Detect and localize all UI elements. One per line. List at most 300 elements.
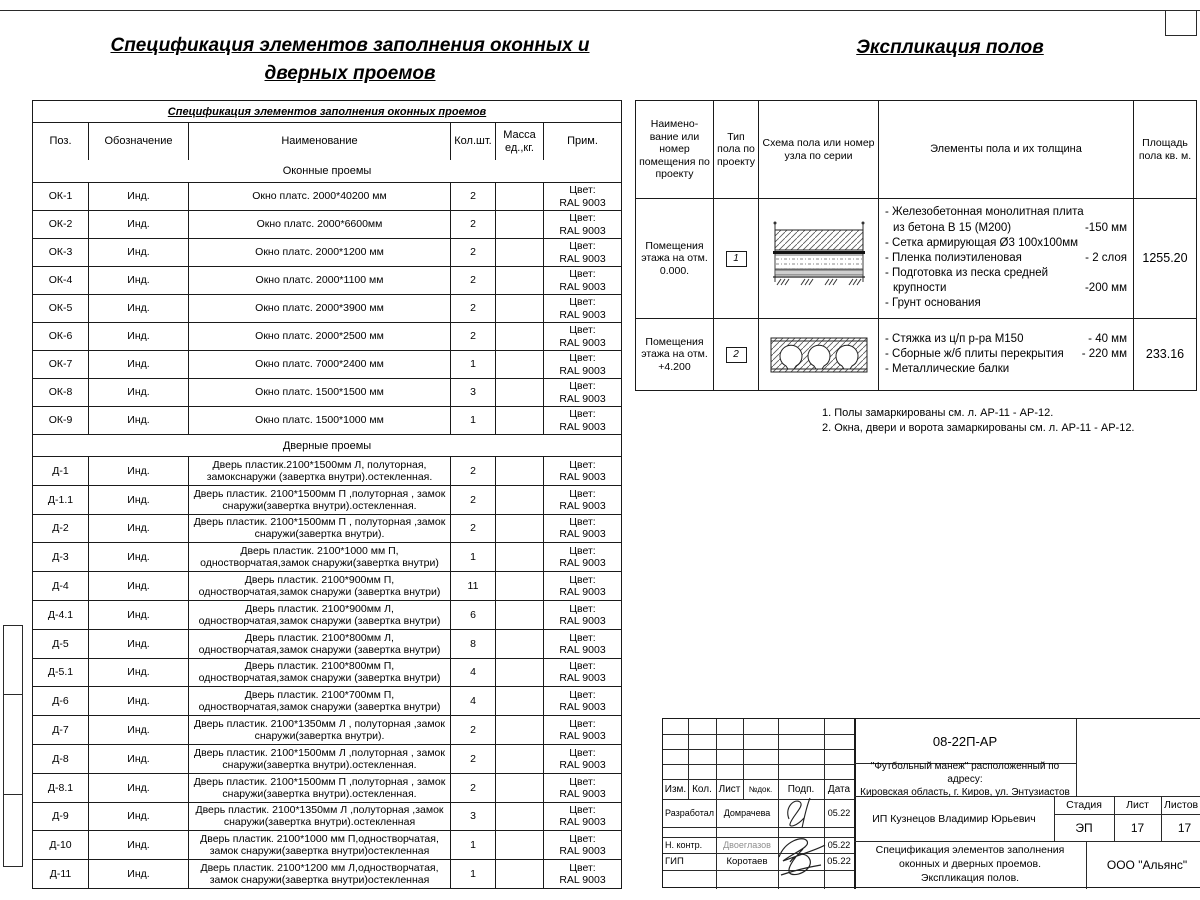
pos-cell: Д-5.1 — [47, 666, 74, 679]
note-line: Цвет: — [569, 545, 596, 558]
element-line — [885, 281, 1127, 296]
name-cell: Окно платс. 7000*2400 мм — [188, 351, 450, 378]
pos-cell: ОК-9 — [48, 414, 73, 427]
mark-cell: Инд. — [88, 572, 188, 600]
col-header-mass: Масса ед.,кг. — [495, 123, 543, 160]
spec-row — [33, 210, 621, 238]
col-data: Дата — [827, 783, 851, 795]
note-line: Цвет: — [569, 240, 596, 253]
qty-cell: 1 — [450, 351, 495, 378]
qty-cell: 1 — [450, 407, 495, 434]
spec-rows — [33, 160, 621, 888]
name-cell: Окно платс. 2000*1200 мм — [188, 239, 450, 266]
pos-cell: Д-8 — [52, 752, 69, 765]
mark-cell: Инд. — [88, 351, 188, 378]
pos-cell: ОК-8 — [48, 386, 73, 399]
note-line: RAL 9003 — [559, 392, 606, 405]
note-cell — [543, 379, 621, 406]
pos-cell: ОК-7 — [48, 358, 73, 371]
pos-cell: ОК-3 — [48, 246, 73, 259]
spec-table-header — [33, 122, 621, 160]
mark-cell: Инд. — [88, 295, 188, 322]
floor-type-badge: 2 — [726, 347, 747, 363]
spec-page-title — [85, 32, 615, 87]
note-line: RAL 9003 — [559, 528, 606, 541]
note-cell — [543, 515, 621, 543]
note-line: RAL 9003 — [559, 308, 606, 321]
name-gip: Коротаев — [726, 856, 768, 867]
note-cell — [543, 183, 621, 210]
mark-cell: Инд. — [88, 831, 188, 859]
mass-cell — [495, 860, 543, 888]
filing-strip — [3, 625, 23, 867]
note-line: Цвет: — [569, 775, 596, 788]
name-cell: Дверь пластик. 2100*1000 мм П, одностворчатая,замок снаружи(завертка внутри) — [188, 543, 450, 571]
name-cell: Окно платс. 2000*2500 мм — [188, 323, 450, 350]
mass-cell — [495, 515, 543, 543]
note-cell — [543, 407, 621, 434]
name-cell: Дверь пластик. 2100*1500мм П ,полуторная , замок снаружи(завертка внутри).остекленная. — [188, 774, 450, 802]
spec-row — [33, 182, 621, 210]
col-header-room: Наимено- вание или номер помещения по проекту — [639, 118, 710, 181]
element-line — [885, 296, 1127, 311]
col-kol: Кол. — [692, 783, 712, 795]
note-cell — [543, 659, 621, 687]
title-block — [662, 718, 1200, 888]
element-thickness: - 2 слоя — [1085, 251, 1127, 264]
qty-cell: 2 — [450, 183, 495, 210]
section-header-row: Дверные проемы — [33, 434, 621, 456]
name-cell: Дверь пластик. 2100*1350мм Л ,полуторная ,замок снаружи(завертка внутри).остекленная — [188, 803, 450, 831]
spec-row — [33, 238, 621, 266]
mass-cell — [495, 601, 543, 629]
note-cell — [543, 486, 621, 514]
note-cell — [543, 716, 621, 744]
note-line: Цвет: — [569, 352, 596, 365]
date-razrabotal: 05.22 — [827, 808, 851, 818]
sheets-label: Листов — [1164, 799, 1199, 811]
qty-cell: 1 — [450, 543, 495, 571]
element-thickness: -200 мм — [1084, 282, 1127, 295]
pos-cell: Д-1 — [52, 464, 69, 477]
mark-cell: Инд. — [88, 211, 188, 238]
mass-cell — [495, 659, 543, 687]
note-cell — [543, 774, 621, 802]
role-gip: ГИП — [665, 856, 684, 867]
spec-row — [33, 294, 621, 322]
pos-cell: Д-4.1 — [47, 608, 74, 621]
hollow-core-slab-diagram — [767, 330, 871, 380]
pos-cell: Д-1.1 — [47, 493, 74, 506]
qty-cell: 2 — [450, 486, 495, 514]
pos-cell: Д-4 — [52, 580, 69, 593]
mark-cell: Инд. — [88, 543, 188, 571]
note-cell — [543, 351, 621, 378]
name-cell: Дверь пластик. 2100*1500мм П , полуторная ,замок снаружи(завертка внутри). — [188, 515, 450, 543]
note-line: Цвет: — [569, 689, 596, 702]
qty-cell: 2 — [450, 515, 495, 543]
spec-row — [33, 600, 621, 629]
name-cell: Дверь пластик. 2100*800мм Л, одностворчатая,замок снаружи (завертка внутри) — [188, 630, 450, 658]
date-gip: 05.22 — [827, 856, 851, 867]
element-line — [885, 266, 1127, 281]
note-cell — [543, 803, 621, 831]
note-cell — [543, 572, 621, 600]
qty-cell: 6 — [450, 601, 495, 629]
pos-cell: Д-3 — [52, 551, 69, 564]
name-cell: Дверь пластик. 2100*1500мм П ,полуторная , замок снаружи(завертка внутри).остекленная. — [188, 486, 450, 514]
mark-cell: Инд. — [88, 457, 188, 485]
element-text: - Сборные ж/б плиты перекрытия — [885, 347, 1064, 360]
pos-cell: Д-8.1 — [47, 781, 74, 794]
qty-cell: 2 — [450, 323, 495, 350]
note-cell — [543, 267, 621, 294]
name-cell: Окно платс. 2000*40200 мм — [188, 183, 450, 210]
name-razrabotal: Домрачева — [723, 808, 771, 818]
spec-row — [33, 456, 621, 485]
pos-cell: Д-9 — [52, 810, 69, 823]
mark-cell: Инд. — [88, 515, 188, 543]
pos-cell: Д-5 — [52, 637, 69, 650]
note-line: Цвет: — [569, 660, 596, 673]
room-cell: Помещения этажа на отм. +4.200 — [641, 335, 708, 373]
spec-row — [33, 378, 621, 406]
spec-row — [33, 859, 621, 888]
note-line: Цвет: — [569, 380, 596, 393]
floor-row-1 — [636, 198, 1196, 318]
col-header-area: Площадь пола кв. м. — [1133, 101, 1196, 198]
mass-cell — [495, 630, 543, 658]
col-header-qty: Кол.шт. — [450, 123, 495, 160]
mass-cell — [495, 831, 543, 859]
date-nkontr: 05.22 — [827, 840, 851, 850]
note-line: RAL 9003 — [559, 672, 606, 685]
qty-cell: 1 — [450, 860, 495, 888]
note-line: Цвет: — [569, 324, 596, 337]
elements-cell — [878, 319, 1133, 390]
name-cell: Дверь пластик. 2100*900мм П, одностворчатая,замок снаружи (завертка внутри) — [188, 572, 450, 600]
floors-page-title — [845, 34, 1055, 62]
mass-cell — [495, 351, 543, 378]
col-podp: Подп. — [787, 783, 815, 795]
grid-line — [663, 734, 854, 735]
mass-cell — [495, 407, 543, 434]
mark-cell: Инд. — [88, 239, 188, 266]
spec-row — [33, 715, 621, 744]
qty-cell: 4 — [450, 687, 495, 715]
note-cell — [543, 543, 621, 571]
mass-cell — [495, 716, 543, 744]
spec-title-line1: Спецификация элементов заполнения оконных и — [110, 35, 590, 56]
element-text: - Стяжка из ц/п р-ра М150 — [885, 332, 1024, 345]
signature-razrabotal — [779, 795, 825, 831]
element-line — [885, 236, 1127, 251]
note-line: RAL 9003 — [559, 224, 606, 237]
floor-type-badge: 1 — [726, 251, 747, 267]
element-text: - Грунт основания — [885, 297, 981, 310]
name-cell: Дверь пластик. 2100*900мм Л, одностворчатая,замок снаружи (завертка внутри) — [188, 601, 450, 629]
element-line — [885, 205, 1127, 220]
mass-cell — [495, 745, 543, 773]
schema-cell — [758, 319, 878, 390]
spec-row — [33, 514, 621, 543]
note-line: RAL 9003 — [559, 586, 606, 599]
spec-row — [33, 485, 621, 514]
slab-on-ground-diagram — [767, 220, 871, 298]
note-cell — [543, 457, 621, 485]
element-line — [885, 332, 1127, 347]
pos-cell: ОК-6 — [48, 330, 73, 343]
qty-cell: 2 — [450, 211, 495, 238]
mass-cell — [495, 211, 543, 238]
note-line: RAL 9003 — [559, 787, 606, 800]
note-line: Цвет: — [569, 212, 596, 225]
name-cell: Дверь пластик.2100*1500мм Л, полуторная, замокснаружи (завертка внутри).остекленная. — [188, 457, 450, 485]
name-cell: Дверь пластик. 2100*700мм П, одностворчатая,замок снаружи (завертка внутри) — [188, 687, 450, 715]
pos-cell: Д-2 — [52, 522, 69, 535]
qty-cell: 2 — [450, 295, 495, 322]
mark-cell: Инд. — [88, 774, 188, 802]
mark-cell: Инд. — [88, 486, 188, 514]
mark-cell: Инд. — [88, 323, 188, 350]
element-text: - Сетка армирующая Ø3 100х100мм — [885, 236, 1079, 249]
mass-cell — [495, 183, 543, 210]
spec-title-line2: дверных проемов — [264, 62, 436, 84]
pos-cell: Д-10 — [49, 839, 72, 852]
name-cell: Дверь пластик. 2100*1000 мм П,одностворчатая, замок снаружи(завертка внутри)остекленная — [188, 831, 450, 859]
company-name: ООО "Альянс" — [1106, 858, 1188, 872]
spec-row — [33, 802, 621, 831]
spec-table — [32, 100, 622, 889]
pos-cell: ОК-1 — [48, 190, 73, 203]
sheet-label: Лист — [1126, 799, 1149, 811]
mass-cell — [495, 457, 543, 485]
project-line2: Кировская область, г. Киров, ул. Энтузиастов — [860, 787, 1070, 798]
role-razrabotal: Разработал — [665, 808, 714, 818]
element-thickness: -150 мм — [1084, 221, 1127, 234]
room-cell: Помещения этажа на отм. 0.000. — [641, 239, 708, 277]
doc-title-line1: Спецификация элементов заполнения — [875, 844, 1065, 857]
element-line — [885, 362, 1127, 377]
element-text: из бетона В 15 (М200) — [893, 221, 1012, 234]
note-cell — [543, 831, 621, 859]
frame-corner-box — [1165, 10, 1197, 36]
grid-line — [1076, 719, 1077, 796]
element-text: - Железобетонная монолитная плита — [885, 206, 1084, 219]
note-line: RAL 9003 — [559, 470, 606, 483]
project-line1: "Футбольный манеж" расположенный по адресу: — [870, 761, 1060, 785]
qty-cell: 2 — [450, 745, 495, 773]
elements-cell — [878, 199, 1133, 318]
note-cell — [543, 601, 621, 629]
pos-cell: ОК-4 — [48, 274, 73, 287]
mass-cell — [495, 572, 543, 600]
note-cell — [543, 323, 621, 350]
name-cell: Дверь пластик. 2100*800мм П, одностворчатая,замок снаружи (завертка внутри) — [188, 659, 450, 687]
mark-cell: Инд. — [88, 860, 188, 888]
mass-cell — [495, 803, 543, 831]
note-line: Цвет: — [569, 861, 596, 874]
frame-top-line — [0, 10, 1200, 11]
type-cell — [713, 199, 758, 318]
notes — [822, 406, 1135, 436]
spec-row — [33, 658, 621, 687]
note-cell — [543, 295, 621, 322]
note-line: RAL 9003 — [559, 336, 606, 349]
element-line — [885, 347, 1127, 362]
qty-cell: 2 — [450, 239, 495, 266]
element-text: - Пленка полиэтиленовая — [885, 251, 1022, 264]
col-header-elements: Элементы пола и их толщина — [878, 101, 1133, 198]
element-thickness: - 40 мм — [1088, 332, 1127, 345]
spec-caption-text: Спецификация элементов заполнения оконных проемов — [167, 105, 487, 118]
grid-line — [663, 749, 854, 750]
note-line: RAL 9003 — [559, 816, 606, 829]
mark-cell: Инд. — [88, 601, 188, 629]
spec-row — [33, 322, 621, 350]
spec-row — [33, 266, 621, 294]
note-line: RAL 9003 — [559, 701, 606, 714]
col-header-type: Тип пола по проекту — [713, 101, 758, 198]
col-izm: Изм. — [664, 783, 687, 795]
floors-title: Экспликация полов — [856, 37, 1044, 58]
qty-cell: 1 — [450, 831, 495, 859]
note-cell — [543, 239, 621, 266]
note-cell — [543, 860, 621, 888]
sheets-value: 17 — [1177, 820, 1192, 835]
note-line: Цвет: — [569, 458, 596, 471]
note-line: RAL 9003 — [559, 196, 606, 209]
stage-label: Стадия — [1066, 799, 1102, 811]
note-line: Цвет: — [569, 487, 596, 500]
name-nkontr: Двоеглазов — [723, 840, 771, 850]
name-cell: Дверь пластик. 2100*1350мм Л , полуторная ,замок снаружи(завертка внутри). — [188, 716, 450, 744]
element-text: - Металлические балки — [885, 363, 1010, 376]
mass-cell — [495, 379, 543, 406]
floor-row-2 — [636, 318, 1196, 390]
col-header-mark: Обозначение — [88, 123, 188, 160]
note-cell — [543, 745, 621, 773]
floor-table-header — [636, 101, 1196, 198]
note-line: RAL 9003 — [559, 874, 606, 887]
element-text: - Подготовка из песка средней — [885, 267, 1049, 280]
qty-cell: 2 — [450, 267, 495, 294]
name-cell: Окно платс. 2000*1100 мм — [188, 267, 450, 294]
name-cell: Окно платс. 2000*6600мм — [188, 211, 450, 238]
mark-cell: Инд. — [88, 379, 188, 406]
sheet-value: 17 — [1130, 820, 1145, 835]
element-line — [885, 221, 1127, 236]
role-nkontr: Н. контр. — [665, 840, 703, 850]
note-cell — [543, 211, 621, 238]
element-thickness: - 220 мм — [1081, 347, 1127, 360]
grid-line — [663, 827, 854, 828]
note-line: RAL 9003 — [559, 845, 606, 858]
note-line: Цвет: — [569, 408, 596, 421]
col-header-name: Наименование — [188, 123, 450, 160]
spec-row — [33, 350, 621, 378]
pos-cell: Д-6 — [52, 695, 69, 708]
mark-cell: Инд. — [88, 659, 188, 687]
mark-cell: Инд. — [88, 267, 188, 294]
doc-number: 08-22П-АР — [932, 733, 998, 749]
spec-row — [33, 686, 621, 715]
element-line — [885, 251, 1127, 266]
project-address — [854, 763, 1076, 796]
note-line: RAL 9003 — [559, 557, 606, 570]
col-header-pos: Поз. — [49, 135, 72, 148]
mass-cell — [495, 774, 543, 802]
doc-title — [854, 841, 1086, 889]
doc-title-line3: Экспликация полов. — [920, 871, 1020, 884]
mass-cell — [495, 239, 543, 266]
area-cell: 233.16 — [1133, 319, 1196, 390]
floor-table — [635, 100, 1197, 391]
schema-cell — [758, 199, 878, 318]
note-cell — [543, 630, 621, 658]
note-line: Цвет: — [569, 631, 596, 644]
note-line: RAL 9003 — [559, 364, 606, 377]
note-line: Цвет: — [569, 516, 596, 529]
signature-gip — [773, 831, 831, 879]
qty-cell: 3 — [450, 379, 495, 406]
note-line: Цвет: — [569, 296, 596, 309]
spec-row — [33, 744, 621, 773]
col-list: Лист — [718, 783, 741, 795]
note-line: RAL 9003 — [559, 758, 606, 771]
pos-cell: ОК-5 — [48, 302, 73, 315]
element-text: крупности — [893, 282, 947, 295]
mark-cell: Инд. — [88, 803, 188, 831]
spec-row — [33, 629, 621, 658]
mark-cell: Инд. — [88, 630, 188, 658]
qty-cell: 4 — [450, 659, 495, 687]
qty-cell: 2 — [450, 716, 495, 744]
spec-row — [33, 406, 621, 434]
client-name: ИП Кузнецов Владимир Юрьевич — [872, 812, 1036, 825]
mark-cell: Инд. — [88, 183, 188, 210]
qty-cell: 8 — [450, 630, 495, 658]
qty-cell: 11 — [450, 572, 495, 600]
spec-row — [33, 830, 621, 859]
stage-value: ЭП — [1075, 820, 1093, 835]
name-cell: Дверь пластик. 2100*1200 мм Л,одностворчатая, замок снаружи(завертка внутри)остекленная — [188, 860, 450, 888]
spec-table-caption — [33, 101, 621, 122]
mark-cell: Инд. — [88, 716, 188, 744]
note-line: Цвет: — [569, 184, 596, 197]
note-line: RAL 9003 — [559, 280, 606, 293]
mass-cell — [495, 543, 543, 571]
name-cell: Дверь пластик. 2100*1500мм Л ,полуторная , замок снаружи(завертка внутри).остекленная. — [188, 745, 450, 773]
pos-cell: Д-7 — [52, 724, 69, 737]
note-line: Цвет: — [569, 574, 596, 587]
type-cell — [713, 319, 758, 390]
mass-cell — [495, 486, 543, 514]
name-cell: Окно платс. 2000*3900 мм — [188, 295, 450, 322]
mark-cell: Инд. — [88, 745, 188, 773]
doc-title-line2: оконных и дверных проемов. — [898, 858, 1042, 871]
note-line: Цвет: — [569, 746, 596, 759]
note-line: Цвет: — [569, 268, 596, 281]
qty-cell: 2 — [450, 457, 495, 485]
grid-line — [663, 764, 854, 765]
mass-cell — [495, 267, 543, 294]
area-cell: 1255.20 — [1133, 199, 1196, 318]
note-line: RAL 9003 — [559, 730, 606, 743]
note-line: RAL 9003 — [559, 499, 606, 512]
mass-cell — [495, 323, 543, 350]
note-line: RAL 9003 — [559, 420, 606, 433]
